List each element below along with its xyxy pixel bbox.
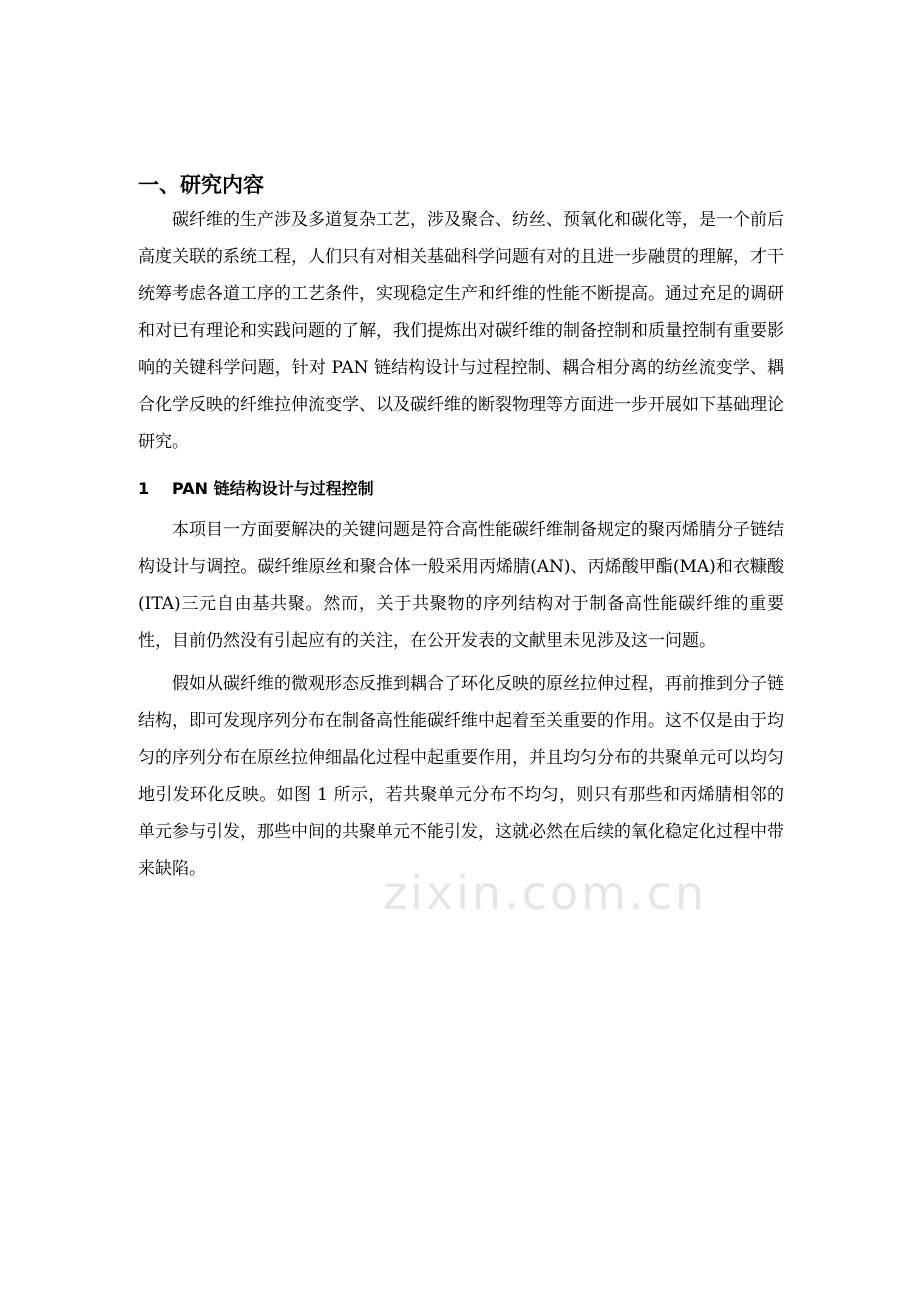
document-body <box>138 168 784 888</box>
subsection-paragraph-2: 假如从碳纤维的微观形态反推到耦合了环化反映的原丝拉伸过程，再前推到分子链结构，即可发现序列分布在制备高性能碳纤维中起着至关重要的作用。这不仅是由于均匀的序列分布在原丝拉伸细晶化过程中起重要作用，并且均匀分布的共聚单元可以均匀地引发环化反映。如图 1 所示，若共聚单元分布不均匀，则只有那些和丙烯腈相邻的单元参与引发，那些中间的共聚单元不能引发，这就必然在后续的氧化稳定化过程中带来缺陷。 <box>138 674 784 879</box>
section-title: 一、研究内容 <box>138 173 264 197</box>
subsection-paragraph-1: 本项目一方面要解决的关键问题是符合高性能碳纤维制备规定的聚丙烯腈分子链结构设计与调控。碳纤维原丝和聚合体一般采用丙烯腈(AN)、丙烯酸甲酯(MA)和衣糠酸(ITA)三元自由基共聚。然而，关于共聚物的序列结构对于制备高性能碳纤维的重要性，目前仍然没有引起应有的关注，在公开发表的文献里未见涉及这一问题。 <box>138 520 784 651</box>
subsection-number: 1 <box>138 479 150 498</box>
watermark-text: zixin.com.cn <box>383 866 708 920</box>
subsection-title-text: PAN 链结构设计与过程控制 <box>172 479 374 498</box>
section-paragraph: 碳纤维的生产涉及多道复杂工艺，涉及聚合、纺丝、预氧化和碳化等，是一个前后高度关联的系统工程，人们只有对相关基础科学问题有对的且进一步融贯的理解，才干统筹考虑各道工序的工艺条件，实现稳定生产和纤维的性能不断提高。通过充足的调研和对已有理论和实践问题的了解，我们提炼出对碳纤维的制备控制和质量控制有重要影响的关键科学问题，针对 PAN 链结构设计与过程控制、耦合相分离的纺丝流变学、耦合化学反映的纤维拉伸流变学、以及碳纤维的断裂物理等方面进一步开展如下基础理论研究。 <box>138 210 784 452</box>
subsection-title <box>138 474 784 504</box>
